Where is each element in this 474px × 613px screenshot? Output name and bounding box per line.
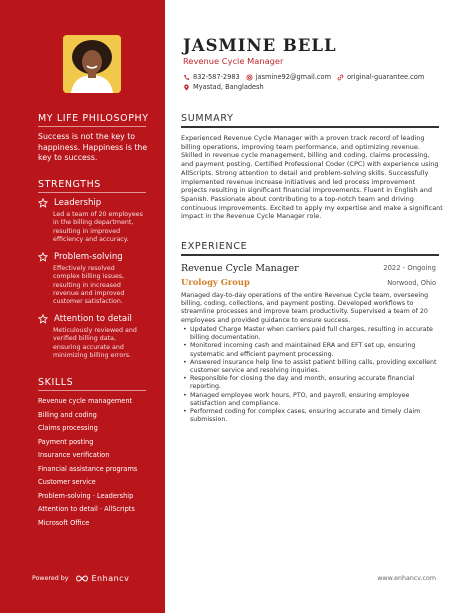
skill-item: Financial assistance programs xyxy=(38,464,138,473)
experience-bullet: • Monitored incoming cash and maintained ERA and EFT set up, ensuring systematic and efficient payment processing. xyxy=(181,342,443,358)
star-icon xyxy=(38,198,48,208)
phone-icon xyxy=(183,74,190,81)
strength-title: Attention to detail xyxy=(54,314,132,324)
summary-divider xyxy=(181,126,439,128)
strength-item xyxy=(38,198,154,244)
experience-bullets xyxy=(181,326,443,424)
summary-text: Experienced Revenue Cycle Manager with a proven track record of leading billing operations, improving team performance, and optimizing revenue. Skilled in revenue cycle management, billing and coding, claims processing, and payment posting. Certified Professional Coder (CPC) with experience using AllScripts. Strong attention to detail and problem-solving skills. Successfully implemented revenue increase initiatives and led process improvement projects resulting in significant financial improvements. Fluent in English and Spanish. Passionate about contributing to a top-notch team and driving continuous improvements. Excited to apply my expertise and make a significant impact in the Revenue Cycle Manager role. xyxy=(181,134,443,221)
website-text: original-guarantee.com xyxy=(347,73,425,81)
enhancv-logo[interactable] xyxy=(75,574,130,583)
phone-text: 832-587-2983 xyxy=(193,73,240,81)
strength-title: Leadership xyxy=(54,198,102,208)
experience-description: Managed day-to-day operations of the entire Revenue Cycle team, overseeing billing, coding, collections, and payment posting. Developed workflows to streamline processes and improve team productivity. Supervised a team of 20 employees and provided guidance to ensure success. xyxy=(181,292,429,324)
location-text: Myastad, Bangladesh xyxy=(193,83,264,91)
strength-item xyxy=(38,314,154,360)
at-icon xyxy=(246,74,253,81)
location-pin-icon xyxy=(183,84,190,91)
strength-item xyxy=(38,252,154,306)
company-location: Norwood, Ohio xyxy=(387,279,436,287)
skills-title: SKILLS xyxy=(38,377,74,388)
experience-bullet: • Responsible for closing the day and month, ensuring accurate financial reporting. xyxy=(181,375,443,391)
candidate-title: Revenue Cycle Manager xyxy=(183,56,284,66)
candidate-name: JASMINE BELL xyxy=(183,36,337,55)
email-text: jasmine92@gmail.com xyxy=(255,73,331,81)
skills-list xyxy=(38,397,150,532)
role-dates: 2022 - Ongoing xyxy=(383,264,436,272)
footer-url[interactable]: www.enhancv.com xyxy=(377,575,436,582)
link-icon xyxy=(337,74,344,81)
star-icon xyxy=(38,252,48,262)
experience-bullet: • Managed employee work hours, PTO, and payroll, ensuring employee satisfaction and compliance. xyxy=(181,392,443,408)
skill-item: Problem-solving · Leadership xyxy=(38,491,134,500)
profile-photo xyxy=(63,35,121,93)
avatar xyxy=(63,35,121,93)
experience-bullet: • Performed coding for complex cases, ensuring accurate and timely claim submission. xyxy=(181,408,443,424)
company-name: Urology Group xyxy=(181,277,250,287)
phone-contact[interactable] xyxy=(183,73,240,81)
skill-item: Microsoft Office xyxy=(38,518,90,527)
strength-desc: Effectively resolved complex billing issues, resulting in increased revenue and improved customer satisfaction. xyxy=(53,265,125,306)
philosophy-title: MY LIFE PHILOSOPHY xyxy=(38,113,149,124)
experience-divider xyxy=(181,254,439,256)
skills-divider xyxy=(38,390,146,391)
role-title: Revenue Cycle Manager xyxy=(181,263,299,274)
skill-item: Revenue cycle management xyxy=(38,397,133,405)
strengths-divider xyxy=(38,192,146,193)
skill-item: Claims processing xyxy=(38,424,98,432)
skill-item: Customer service xyxy=(38,478,96,486)
star-icon xyxy=(38,314,48,324)
skill-item: Payment posting xyxy=(38,437,94,446)
strength-title: Problem-solving xyxy=(54,252,123,262)
experience-title: EXPERIENCE xyxy=(181,241,248,252)
strengths-title: STRENGTHS xyxy=(38,179,101,190)
experience-bullet: • Updated Charge Master when carriers paid full charges, resulting in accurate billing documentation. xyxy=(181,326,443,342)
powered-by-label: Powered by xyxy=(32,575,69,582)
strength-desc: Led a team of 20 employees in the billing department, resulting in improved efficiency and accuracy. xyxy=(53,211,143,243)
strength-desc: Meticulously reviewed and verified billing data, ensuring accurate and minimizing billing errors. xyxy=(53,327,137,359)
website-contact[interactable] xyxy=(337,73,424,81)
location-row xyxy=(183,83,264,91)
philosophy-divider xyxy=(38,126,146,127)
skill-item: Insurance verification xyxy=(38,451,110,459)
experience-bullet: • Answered insurance help line to assist patient billing calls, providing excellent customer service and resolving inquiries. xyxy=(181,359,443,375)
philosophy-text: Success is not the key to happiness. Happiness is the key to success. xyxy=(38,132,148,162)
skill-item: Attention to detail · AllScripts xyxy=(38,505,135,513)
email-contact[interactable] xyxy=(246,73,331,81)
skill-item: Billing and coding xyxy=(38,410,97,419)
powered-by xyxy=(32,574,129,583)
summary-title: SUMMARY xyxy=(181,113,234,124)
contact-row xyxy=(183,73,430,81)
brand-name: Enhancv xyxy=(91,574,130,583)
infinity-icon xyxy=(75,575,89,582)
sidebar xyxy=(0,0,165,613)
